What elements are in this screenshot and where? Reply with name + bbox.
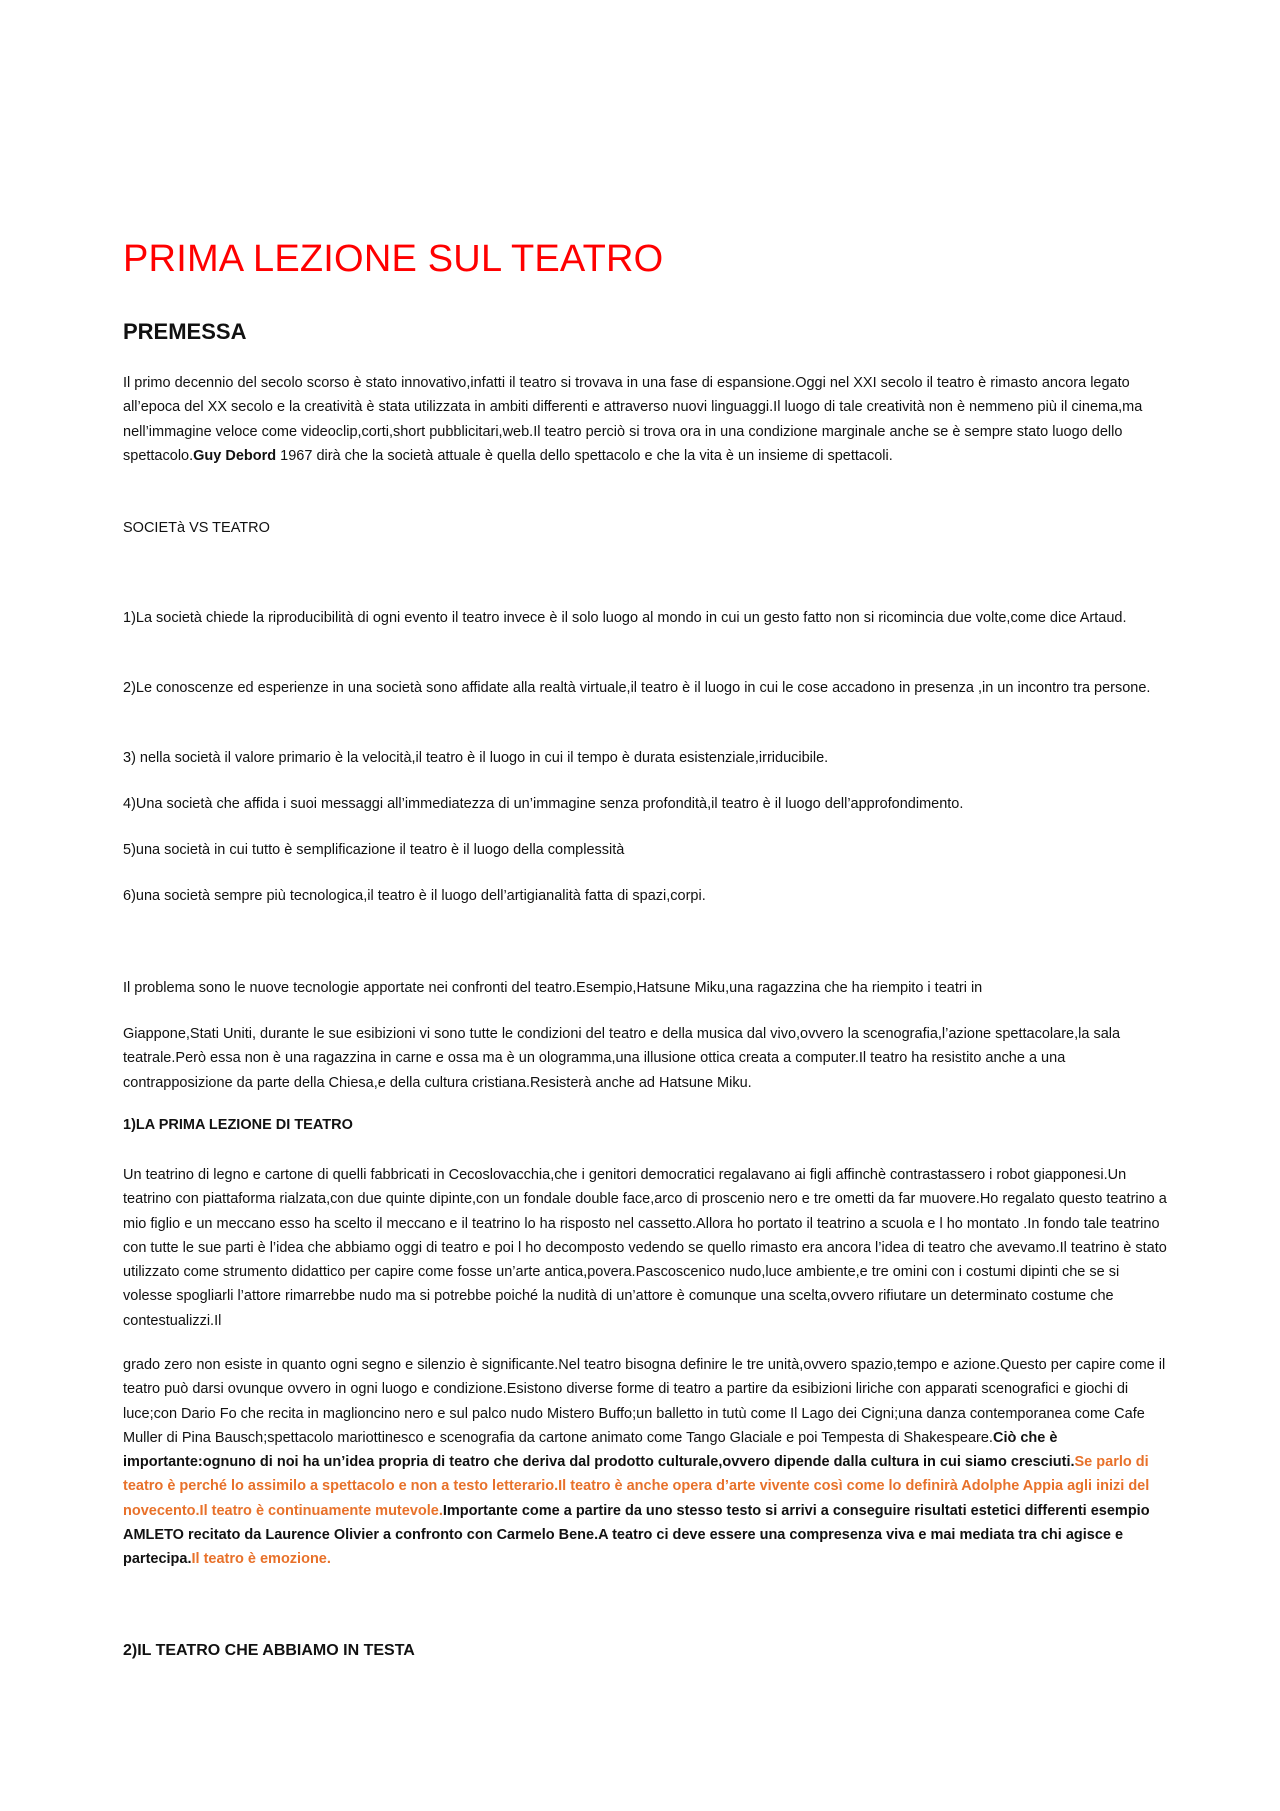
premessa-paragraph — [123, 371, 1168, 468]
page-title: PRIMA LEZIONE SUL TEATRO — [123, 238, 664, 280]
section-1-bold-statement-2: Importante come a partire da uno stesso testo si arrivi a conseguire risultati estetici differenti esempio AMLETO recitato da Laurence Olivier a confronto con Carmelo Bene.A teatro ci deve essere una compresenza viva e mai mediata tra chi agisce e partecipa. — [123, 1502, 1150, 1568]
section-1-highlight-2: Il teatro è emozione. — [191, 1551, 331, 1568]
section-1-bold-statement-1: Ciò che è importante:ognuno di noi ha un’idea propria di teatro che deriva dal prodotto culturale,ovvero dipende dalla cultura in cui siamo cresciuti. — [123, 1429, 1075, 1471]
section-2-heading: 2)IL TEATRO CHE ABBIAMO IN TESTA — [123, 1642, 415, 1659]
premessa-text: Il primo decennio del secolo scorso è stato innovativo,infatti il teatro si trovava in una fase di espansione.Oggi nel XXI secolo il teatro è rimasto ancora legato all’epoca del XX secolo e la creatività è stata utilizzata in ambiti differenti e attraverso nuovi linguaggi.Il luogo di tale creatività non è nemmeno più il cinema,ma nell’immagine veloce come videoclip,corti,short pubblicitari,web.Il teatro perciò si trova ora in una condizione marginale anche se è sempre stato luogo dello spettacolo. — [123, 375, 1143, 464]
premessa-bold-name: Guy Debord — [193, 447, 277, 464]
list-item-point-6: 6)una società sempre più tecnologica,il teatro è il luogo dell’artigianalità fatta di spazi,corpi. — [123, 888, 706, 904]
list-item-point-3: 3) nella società il valore primario è la velocità,il teatro è il luogo in cui il tempo è durata esistenziale,irriducibile. — [123, 750, 829, 766]
section-1-paragraph-2 — [123, 1353, 1168, 1572]
premessa-heading: PREMESSA — [123, 319, 247, 344]
premessa-text-tail: 1967 dirà che la società attuale è quella dello spettacolo e che la vita è un insieme di spettacoli. — [276, 447, 893, 464]
list-item-point-4: 4)Una società che affida i suoi messaggi all’immediatezza di un’immagine senza profondità,il teatro è il luogo dell’approfondimento. — [123, 796, 964, 812]
section-1-heading: 1)LA PRIMA LEZIONE DI TEATRO — [123, 1117, 353, 1133]
list-item-point-5: 5)una società in cui tutto è semplificazione il teatro è il luogo della complessità — [123, 842, 625, 858]
problem-paragraph-2: Giappone,Stati Uniti, durante le sue esibizioni vi sono tutte le condizioni del teatro e della musica dal vivo,ovvero la scenografia,l’azione spettacolare,la sala teatrale.Però essa non è una ragazzina in carne e ossa ma è un ologramma,una illusione ottica creata a computer.Il teatro ha resistito anche a una contrapposizione da parte della Chiesa,e della cultura cristiana.Resisterà anche ad Hatsune Miku. — [123, 1026, 1121, 1091]
list-item-point-2: 2)Le conoscenze ed esperienze in una società sono affidate alla realtà virtuale,il teatro è il luogo in cui le cose accadono in presenza ,in un incontro tra persone. — [123, 680, 1151, 696]
problem-paragraph-1: Il problema sono le nuove tecnologie apportate nei confronti del teatro.Esempio,Hatsune Miku,una ragazzina che ha riempito i teatri in — [123, 980, 983, 996]
list-item-point-1: 1)La società chiede la riproducibilità di ogni evento il teatro invece è il solo luogo al mondo in cui un gesto fatto non si ricomincia due volte,come dice Artaud. — [123, 610, 1127, 626]
section-1-text: grado zero non esiste in quanto ogni segno e silenzio è significante.Nel teatro bisogna definire le tre unità,ovvero spazio,tempo e azione.Questo per capire come il teatro può darsi ovunque ovvero in ogni luogo e condizione.Esistono diverse forme di teatro a partire da esibizioni liriche con apparati scenografici e giochi di luce;con Dario Fo che recita in maglioncino nero e sul palco nudo Mistero Buffo;un balletto in tutù come Il Lago dei Cigni;una danza contemporanea come Cafe Muller di Pina Bausch;spettacolo mariottinesco e scenografia da cartone animato come Tango Glaciale e poi Tempesta di Shakespeare. — [123, 1357, 1166, 1446]
section-1-paragraph-1: Un teatrino di legno e cartone di quelli fabbricati in Cecoslovacchia,che i genitori democratici regalavano ai figli affinchè contrastassero i robot giapponesi.Un teatrino con piattaforma rialzata,con due quinte dipinte,con un fondale double face,arco di proscenio nero e tre ometti da far muovere.Ho regalato questo teatrino a mio figlio e un meccano esso ha scelto il meccano e il teatrino lo ha risposto nel cassetto.Allora ho portato il teatrino a scuola e l ho montato .In fondo tale teatrino con tutte le sue parti è l’idea che abbiamo oggi di teatro e poi l ho decomposto vedendo se quello rimasto era ancora l’idea di teatro che avevamo.Il teatrino è stato utilizzato come strumento didattico per capire come fosse un’arte antica,povera.Pascoscenico nudo,luce ambiente,e tre omini con i costumi dipinti che se si volesse spogliarli l’attore rimarrebbe nudo ma si potrebbe poiché la nudità di un’attore è comunque una scelta,ovvero rifiutare un determinato costume che contestualizzi.Il — [123, 1167, 1167, 1329]
society-heading: SOCIETà VS TEATRO — [123, 520, 270, 536]
section-1-highlight-1: Se parlo di teatro è perché lo assimilo a spettacolo e non a testo letterario.Il teatro è anche opera d’arte vivente così come lo definirà Adolphe Appia agli inizi del novecento.Il teatro è continuamente mutevole. — [123, 1454, 1150, 1519]
